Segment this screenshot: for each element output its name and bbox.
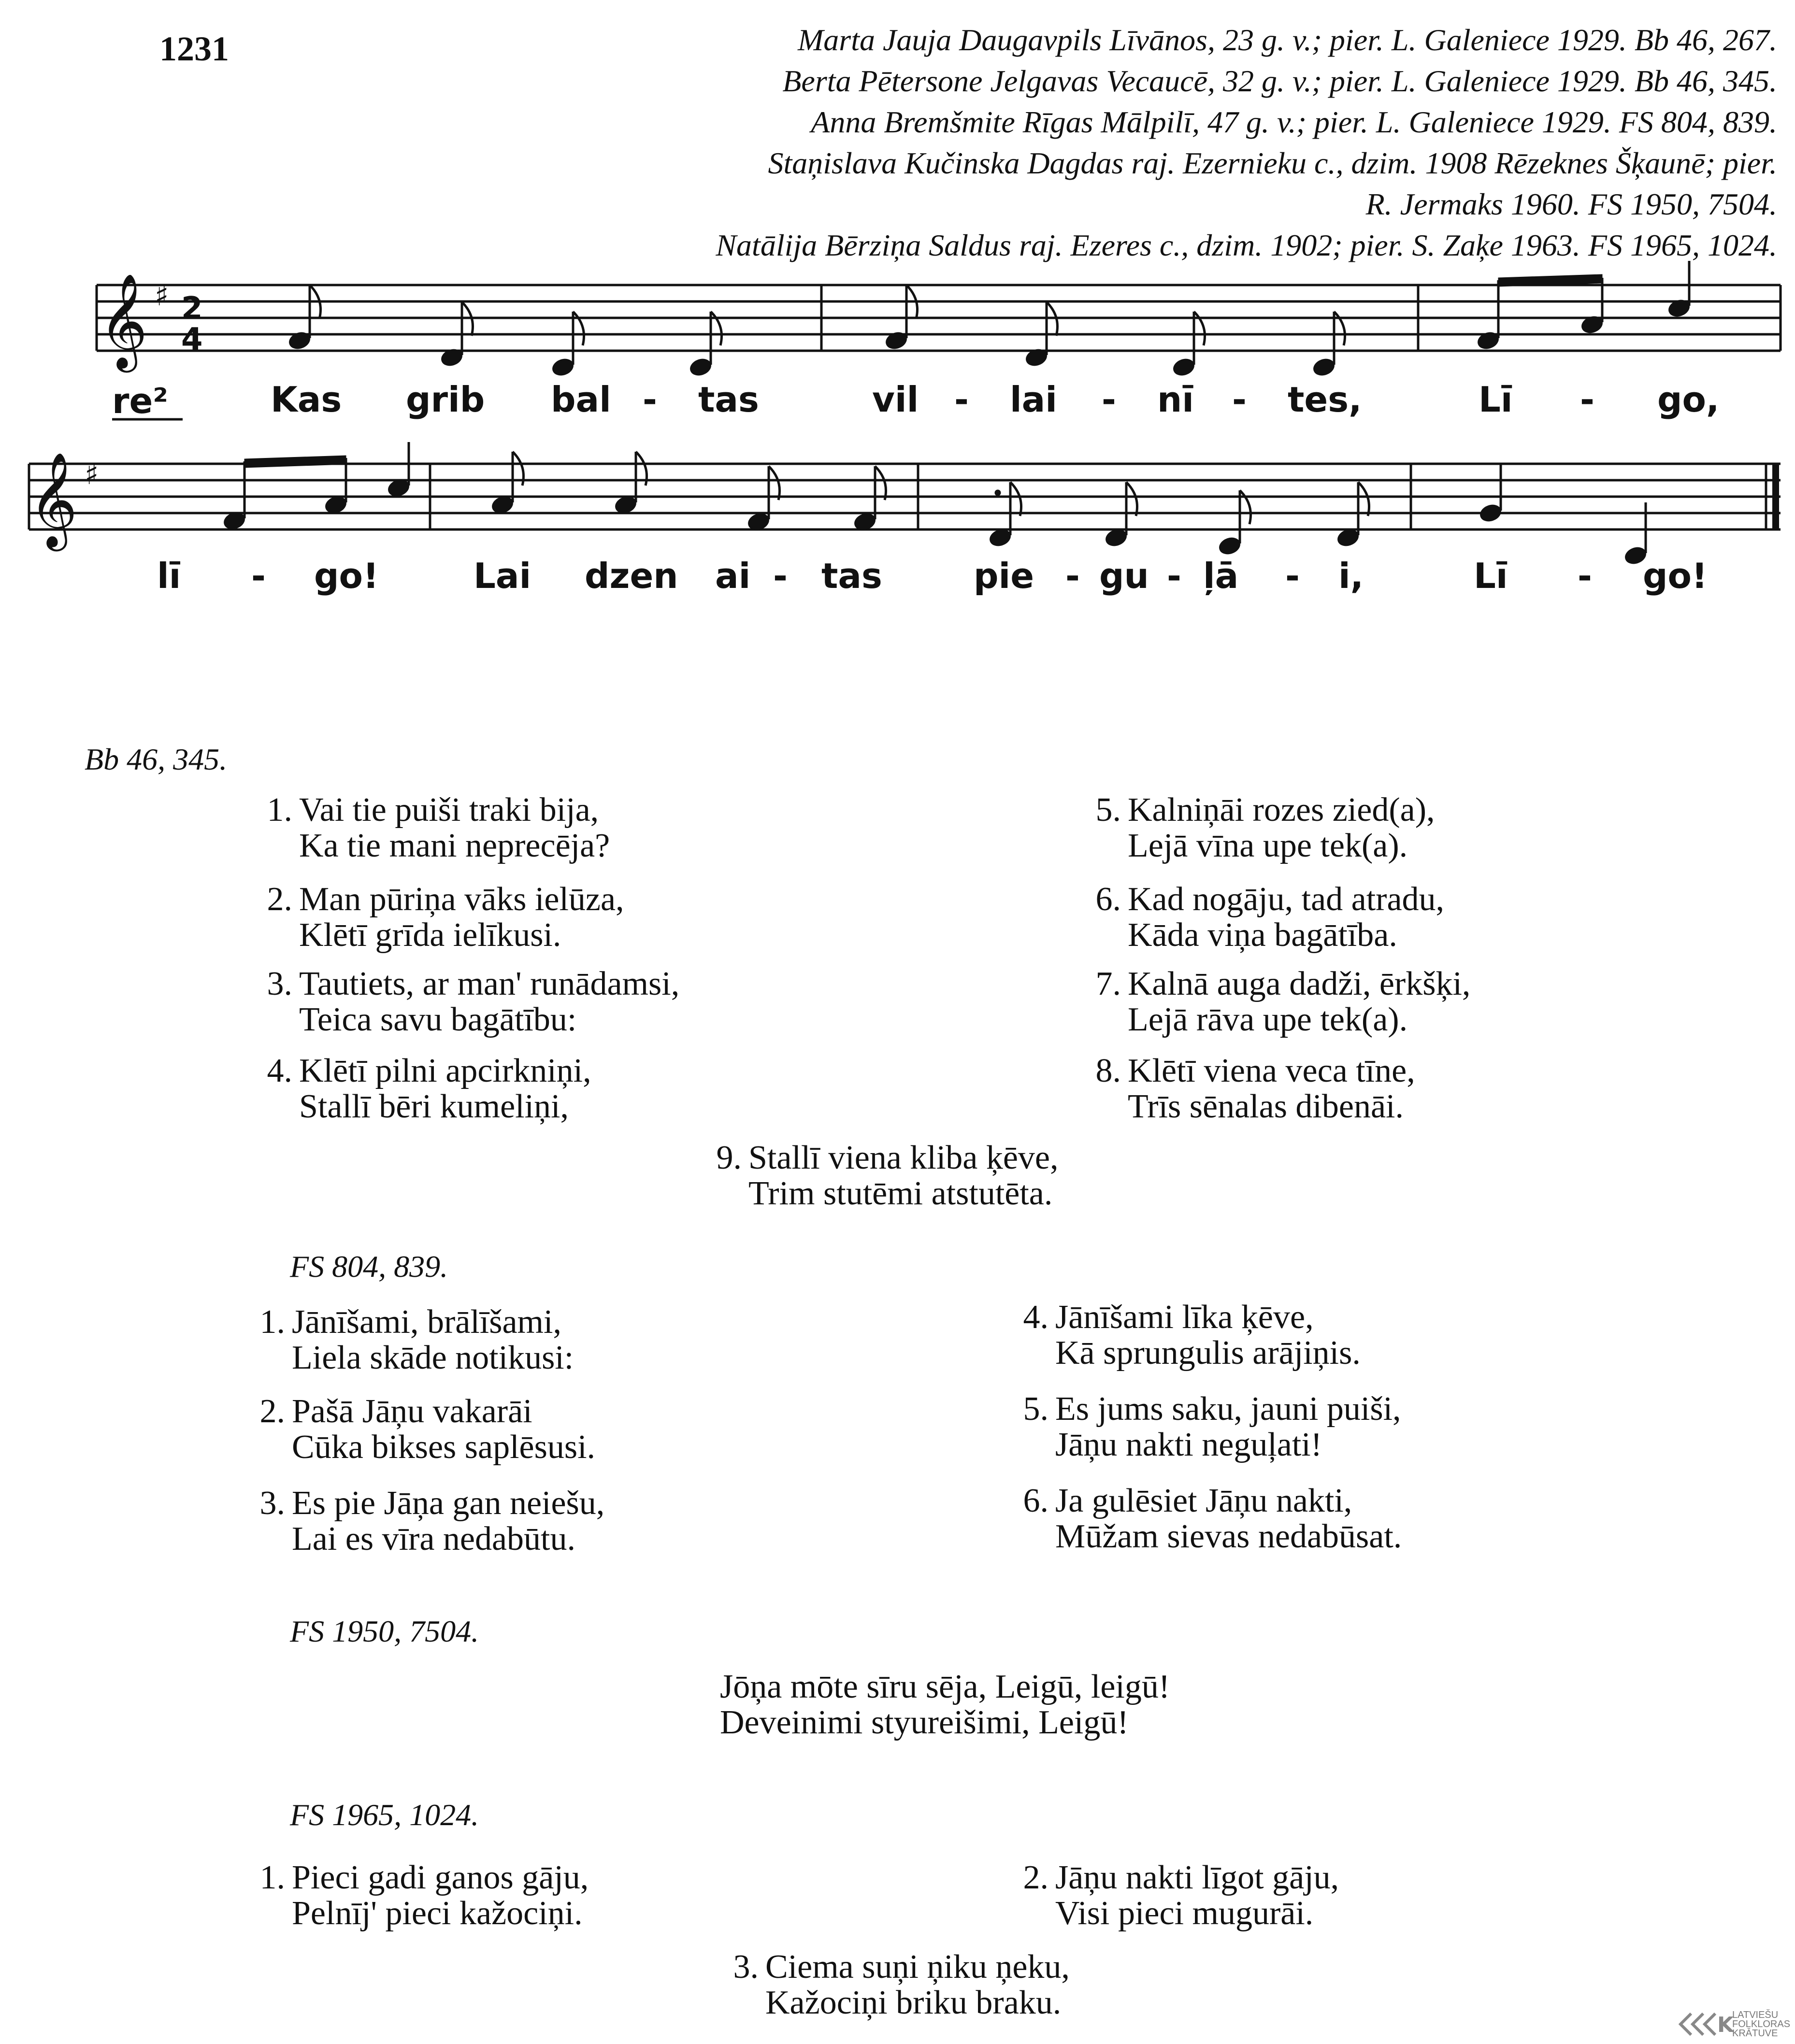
verse-line: Teica savu bagātību: — [299, 1001, 577, 1038]
source-line: Marta Jauja Daugavpils Līvānos, 23 g. v.; pier. L. Galeniece 1929. Bb 46, 267. — [797, 23, 1777, 57]
lyric-syllable: Lai — [474, 556, 531, 596]
verse-line: Lejā rāva upe tek(a). — [1128, 1001, 1408, 1038]
verse-number: 5. — [1023, 1390, 1048, 1428]
verse-number: 7. — [1095, 965, 1121, 1002]
verse-number: 3. — [733, 1948, 759, 1986]
verse-number: 4. — [267, 1052, 292, 1089]
verse-number: 1. — [259, 1859, 285, 1896]
lyrics-line-1 — [0, 379, 1795, 423]
verse-line: Deveinimi styureišimi, Leigū! — [720, 1704, 1129, 1741]
verse-line: Klētī pilni apcirkniņi, — [299, 1052, 591, 1089]
lyric-syllable: - — [1578, 556, 1592, 596]
chevron-logo-icon — [1677, 2010, 1734, 2039]
treble-clef-icon: 𝄞 — [29, 452, 78, 547]
time-signature-top: 2 — [181, 291, 203, 327]
verse-line: Ka tie mani neprecēja? — [299, 827, 610, 864]
verse-line: Man pūriņa vāks ielūza, — [299, 881, 624, 918]
verse — [1075, 882, 1444, 953]
section-heading: Bb 46, 345. — [85, 742, 228, 776]
page-number: 1231 — [159, 29, 229, 68]
sharp-icon: ♯ — [85, 457, 99, 491]
source-line: Berta Pētersone Jelgavas Vecaucē, 32 g. v.; pier. L. Galeniece 1929. Bb 46, 345. — [782, 64, 1777, 98]
verse-line: Pelnīj' pieci kažociņi. — [292, 1895, 583, 1932]
verse-line: Kalnā auga dadži, ērkšķi, — [1128, 965, 1471, 1002]
verse — [239, 1394, 595, 1465]
verse-line: Mūžam sievas nedabūsat. — [1055, 1518, 1402, 1555]
verse-line: Pieci gadi ganos gāju, — [292, 1859, 589, 1896]
verse-line: Jōņa mōte sīru sēja, Leigū, leigū! — [720, 1668, 1170, 1705]
lyric-syllable: dzen — [585, 556, 678, 596]
lyric-syllable: pie — [974, 556, 1034, 596]
lyric-syllable: go! — [1643, 556, 1708, 596]
archive-name-line: FOLKLORAS — [1732, 2019, 1791, 2030]
lyric-syllable: - — [954, 379, 969, 420]
lyric-syllable: ļā — [1203, 556, 1239, 596]
verse-line: Jāņu nakti neguļati! — [1055, 1426, 1322, 1463]
lyric-syllable: - — [1232, 379, 1247, 420]
verse — [713, 1949, 1070, 2021]
verse — [246, 792, 610, 864]
lyric-syllable: - — [773, 556, 788, 596]
verse — [239, 1860, 589, 1931]
source-line: Staņislava Kučinska Dagdas raj. Ezernieku c., dzim. 1908 Rēzeknes Šķaunē; pier. — [768, 146, 1777, 180]
verse-line: Trīs sēnalas dibenāi. — [1128, 1088, 1404, 1125]
verse-line: Klētī viena veca tīne, — [1128, 1052, 1415, 1089]
verse-line: Kā sprungulis arājiņis. — [1055, 1334, 1361, 1372]
verse — [239, 1304, 574, 1376]
lyric-syllable: Lī — [1479, 379, 1513, 420]
lyric-syllable: - — [251, 556, 266, 596]
staff-2 — [29, 464, 1781, 529]
lyric-syllable: go, — [1657, 379, 1720, 420]
verse-number: 3. — [259, 1485, 285, 1522]
lyric-syllable: bal — [551, 379, 611, 420]
verse-line: Lai es vīra nedabūtu. — [292, 1520, 576, 1558]
verse-line: Stallī viena kliba ķēve, — [748, 1139, 1059, 1176]
verse-number: 1. — [259, 1303, 285, 1341]
lyric-syllable: go! — [314, 556, 379, 596]
verse-number: 3. — [267, 965, 292, 1002]
verse-number: 8. — [1095, 1052, 1121, 1089]
lyric-syllable: lai — [1010, 379, 1057, 420]
lyric-syllable: i, — [1338, 556, 1364, 596]
verse-number: 2. — [267, 881, 292, 918]
verse-line: Kalniņāi rozes zied(a), — [1128, 791, 1435, 829]
lyric-syllable: tas — [698, 379, 759, 420]
verse-line: Vai tie puiši traki bija, — [299, 791, 599, 829]
source-line: Natālija Bērziņa Saldus raj. Ezeres c., dzim. 1902; pier. S. Zaķe 1963. FS 1965, 1024. — [716, 228, 1777, 262]
lyrics-line-2 — [0, 556, 1795, 599]
verse — [246, 1053, 591, 1125]
lyric-syllable: vil — [872, 379, 919, 420]
verse-number: 5. — [1095, 791, 1121, 829]
lyric-syllable: - — [1580, 379, 1594, 420]
lyric-syllable: - — [1285, 556, 1300, 596]
source-line: R. Jermaks 1960. FS 1950, 7504. — [1365, 187, 1777, 221]
lyric-syllable: ai — [715, 556, 751, 596]
verse — [239, 1486, 604, 1557]
section-heading: FS 1965, 1024. — [290, 1798, 479, 1832]
verse — [696, 1140, 1058, 1212]
verse-number: 6. — [1023, 1482, 1048, 1519]
notes-line-1 — [287, 261, 1692, 378]
music-score — [0, 0, 1795, 628]
lyric-syllable: - — [643, 379, 657, 420]
verse-number: 2. — [1023, 1859, 1048, 1896]
verse-line: Jānīšami, brālīšami, — [292, 1303, 561, 1341]
verse-line: Klētī grīda ielīkusi. — [299, 916, 561, 954]
section-heading: FS 1950, 7504. — [290, 1614, 479, 1648]
lyric-syllable: gu — [1099, 556, 1149, 596]
verse-line: Jānīšami līka ķēve, — [1055, 1299, 1314, 1336]
source-line: Anna Bremšmite Rīgas Mālpilī, 47 g. v.; pier. L. Galeniece 1929. FS 804, 839. — [811, 105, 1777, 139]
notes-line-2 — [222, 442, 1648, 567]
lyric-syllable: Kas — [271, 379, 342, 420]
tonic-label: re² — [112, 381, 168, 421]
verse-line: Es pie Jāņa gan neiešu, — [292, 1485, 605, 1522]
verse-line: Liela skāde notikusi: — [292, 1339, 574, 1376]
archive-name — [1732, 2011, 1790, 2038]
archive-name-line: LATVIEŠU — [1732, 2010, 1779, 2020]
verse-line: Jāņu nakti līgot gāju, — [1055, 1859, 1339, 1896]
staff-1 — [97, 285, 1781, 351]
verse — [1075, 792, 1435, 864]
verse-line: Es jums saku, jauni puiši, — [1055, 1390, 1401, 1428]
archive-name-line: KRĀTUVE — [1732, 2028, 1778, 2039]
verse-line: Tautiets, ar man' runādamsi, — [299, 965, 680, 1002]
archive-logo — [1677, 2010, 1791, 2039]
sharp-icon: ♯ — [155, 279, 169, 313]
time-signature-bottom: 4 — [181, 322, 203, 357]
verse — [1075, 966, 1470, 1038]
verse — [246, 882, 624, 953]
verse-line: Stallī bēri kumeliņi, — [299, 1088, 569, 1125]
verse-number: 4. — [1023, 1299, 1048, 1336]
lyric-syllable: - — [1065, 556, 1080, 596]
lyric-syllable: - — [1102, 379, 1116, 420]
verse — [246, 966, 679, 1038]
lyric-syllable: lī — [157, 556, 181, 596]
lyric-syllable: Lī — [1474, 556, 1508, 596]
verse — [720, 1669, 1170, 1741]
lyric-syllable: nī — [1157, 379, 1194, 420]
svg-text:K: K — [1717, 2013, 1734, 2037]
verse-number: 1. — [267, 791, 292, 829]
lyric-syllable: tas — [821, 556, 882, 596]
lyric-syllable: grib — [406, 379, 485, 420]
verse-line: Pašā Jāņu vakarāi — [292, 1393, 532, 1430]
section-heading: FS 804, 839. — [290, 1249, 448, 1284]
verse — [1003, 1391, 1401, 1463]
verse-line: Visi pieci mugurāi. — [1055, 1895, 1314, 1932]
verse-number: 6. — [1095, 881, 1121, 918]
verse — [1075, 1053, 1415, 1125]
verse-line: Ja gulēsiet Jāņu nakti, — [1055, 1482, 1352, 1519]
verse-line: Kāda viņa bagātība. — [1128, 916, 1397, 954]
verse-number: 2. — [259, 1393, 285, 1430]
verse-line: Trim stutēmi atstutēta. — [748, 1175, 1053, 1212]
verse — [1003, 1300, 1361, 1371]
verse-line: Cūka bikses saplēsusi. — [292, 1429, 596, 1466]
treble-clef-icon: 𝄞 — [99, 273, 148, 369]
verse-line: Kažociņi briku braku. — [765, 1984, 1062, 2021]
lyric-syllable: tes, — [1288, 379, 1362, 420]
verse-number: 9. — [716, 1139, 742, 1176]
verse — [1003, 1860, 1339, 1931]
verse-line: Ciema suņi ņiku ņeku, — [765, 1948, 1070, 1986]
verse-line: Kad nogāju, tad atradu, — [1128, 881, 1445, 918]
verse — [1003, 1483, 1402, 1555]
lyric-syllable: - — [1167, 556, 1181, 596]
verse-line: Lejā vīna upe tek(a). — [1128, 827, 1408, 864]
